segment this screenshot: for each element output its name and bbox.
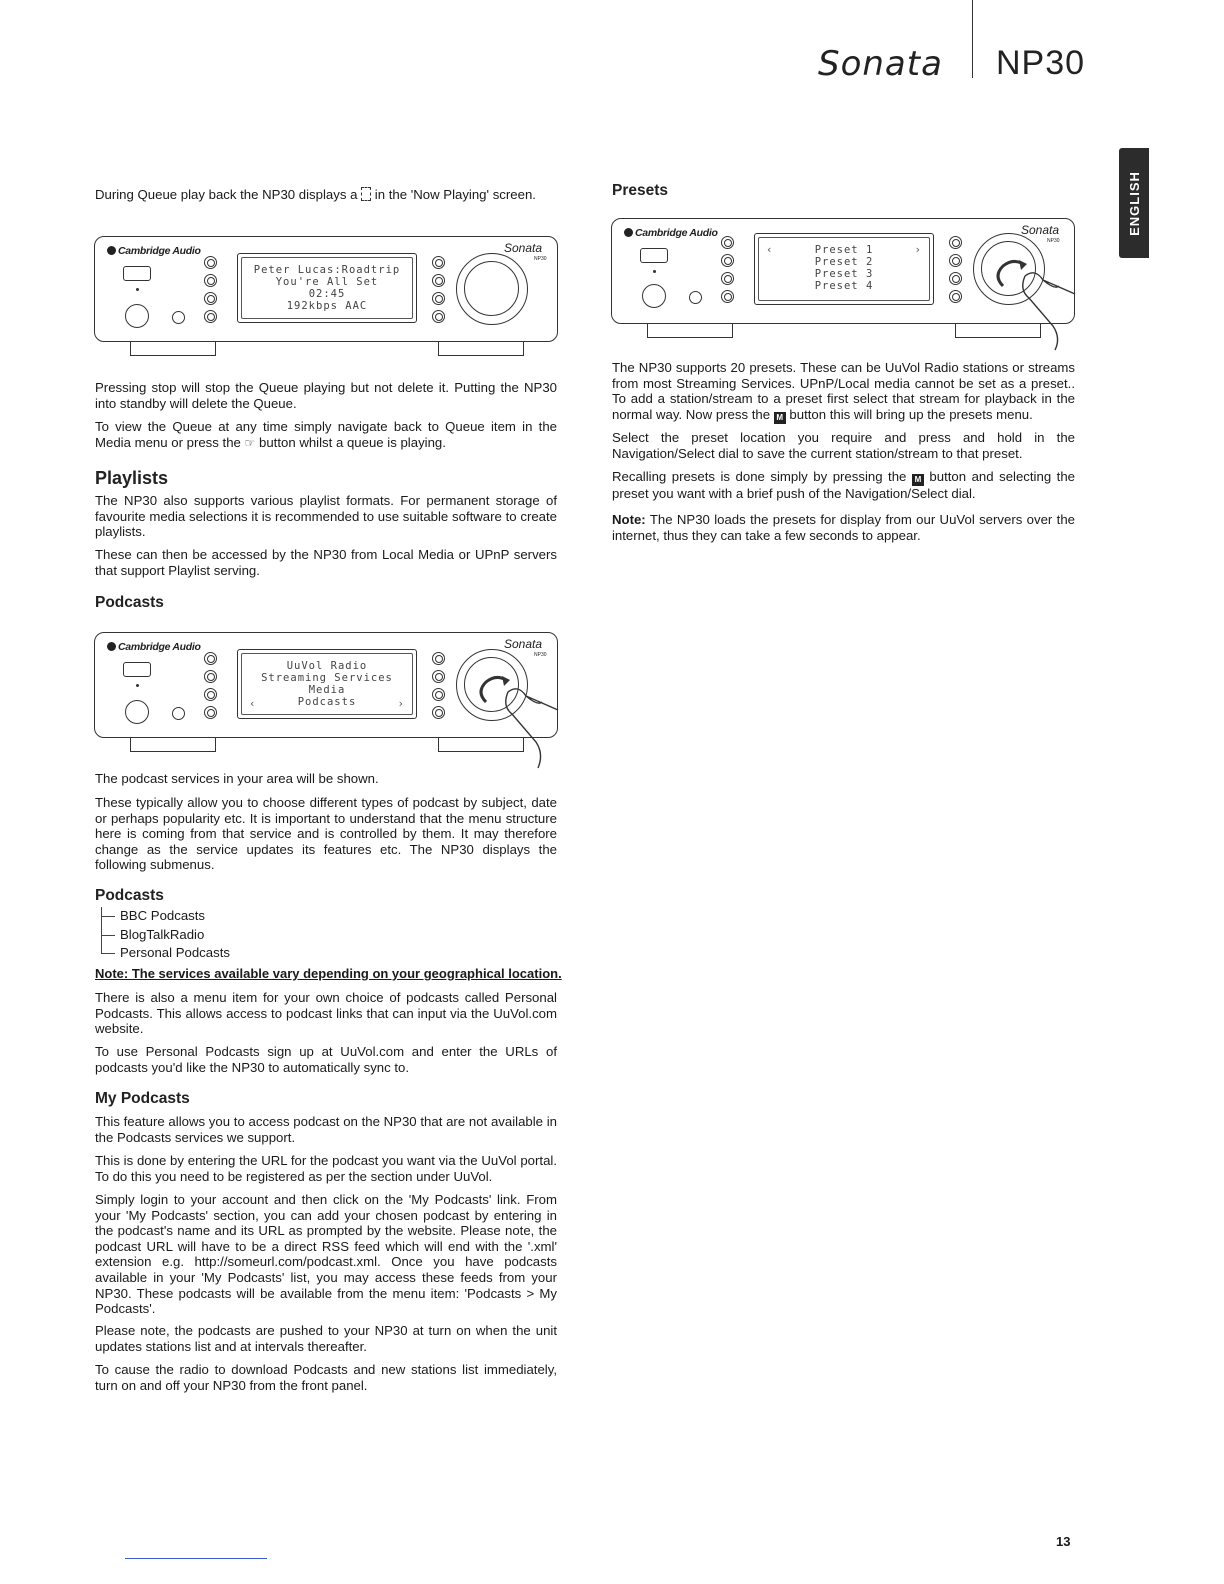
device-foot	[130, 342, 216, 356]
front-button	[204, 670, 217, 683]
m-button-icon: M	[774, 412, 786, 424]
device-illustration-presets	[611, 218, 1081, 353]
paragraph-my-podcasts-1: This feature allows you to access podcast on the NP30 that are not available in the Podcasts services we support.	[95, 1114, 557, 1145]
front-button	[204, 292, 217, 305]
lcd-line: 192kbps AAC	[286, 300, 368, 312]
lcd-line: Podcasts	[297, 696, 357, 708]
paragraph-my-podcasts-3: Simply login to your account and then click on the 'My Podcasts' link. From your 'My Podcasts' section, you can add your chosen podcast by entering in the podcast's name and its URL as prompted by the website. Please note, the podcast URL will have to be a direct RSS feed which will end with the '.xml' extension e.g. http://someurl.com/podcast.xml. Once you have podcasts available in your 'My Podcasts' list, you may access these feeds from your NP30. These podcasts will be available from the menu item: 'Podcasts > My Podcasts'.	[95, 1192, 557, 1317]
front-button	[721, 290, 734, 303]
lcd-right-arrow-icon: ›	[915, 243, 921, 256]
lcd-line: Preset 2	[814, 256, 874, 268]
cambridge-audio-logo: Cambridge Audio	[107, 245, 201, 257]
lcd-display	[237, 649, 417, 719]
lcd-display	[754, 233, 934, 305]
ir-window	[123, 662, 151, 677]
lcd-line: Preset 3	[814, 268, 874, 280]
ir-window	[123, 266, 151, 281]
standby-led	[653, 270, 656, 273]
device-brand: Sonata	[504, 637, 543, 651]
paragraph-playlists-1: The NP30 also supports various playlist formats. For permanent storage of favourite media selections it is recommended to use suitable software to create playlists.	[95, 493, 557, 540]
paragraph-presets-1: The NP30 supports 20 presets. These can be UuVol Radio stations or streams from most Streaming Services. UPnP/Local media cannot be set as a preset.. To add a station/stream to a preset first select that stream for playback in the normal way. Now press the M button this will bring up the presets menu.	[612, 360, 1075, 422]
heading-my-podcasts: My Podcasts	[95, 1090, 190, 1107]
podcasts-tree	[93, 907, 230, 963]
note-presets: Note: The NP30 loads the presets for display from our UuVol servers over the internet, thus they can take a few seconds to appear.	[612, 512, 1075, 543]
front-button	[432, 706, 445, 719]
queue-intro: During Queue play back the NP30 displays a in the 'Now Playing' screen.	[95, 187, 536, 202]
heading-podcasts-submenu: Podcasts	[95, 887, 164, 904]
lcd-left-arrow-icon: ‹	[767, 243, 773, 256]
front-button	[432, 652, 445, 665]
front-button	[204, 652, 217, 665]
tree-item: Personal Podcasts	[93, 944, 230, 963]
cambridge-audio-logo: Cambridge Audio	[624, 227, 718, 239]
front-button	[432, 670, 445, 683]
standby-led	[136, 288, 139, 291]
hand-press-icon	[466, 662, 564, 772]
paragraph-podcasts-1: The podcast services in your area will be shown.	[95, 771, 379, 786]
m-button-icon: M	[912, 474, 924, 486]
small-button	[172, 707, 185, 720]
paragraph-playlists-2: These can then be accessed by the NP30 from Local Media or UPnP servers that support Playlist serving.	[95, 547, 557, 578]
heading-podcasts: Podcasts	[95, 594, 164, 611]
lcd-line: Peter Lucas:Roadtrip	[253, 264, 401, 276]
paragraph-presets-2: Select the preset location you require and press and hold in the Navigation/Select dial to save the current station/stream to that preset.	[612, 430, 1075, 461]
lcd-line: Media	[308, 684, 346, 696]
front-button	[204, 274, 217, 287]
device-illustration-podcasts	[94, 632, 564, 772]
front-button	[204, 688, 217, 701]
device-model: NP30	[534, 652, 547, 658]
device-model: NP30	[1047, 238, 1060, 244]
device-foot	[130, 738, 216, 752]
paragraph-my-podcasts-4: Please note, the podcasts are pushed to your NP30 at turn on when the unit updates stations list and at intervals thereafter.	[95, 1323, 557, 1354]
lcd-right-arrow-icon: ›	[398, 697, 404, 710]
device-brand: Sonata	[1021, 223, 1060, 237]
navigation-dial	[456, 253, 528, 325]
heading-presets: Presets	[612, 182, 669, 199]
device-foot	[438, 342, 524, 356]
lcd-line: Streaming Services	[261, 672, 393, 684]
paragraph-my-podcasts-2: This is done by entering the URL for the podcast you want via the UuVol portal. To do this you need to be registered as per the section under UuVol.	[95, 1153, 557, 1184]
front-button	[721, 272, 734, 285]
front-button	[721, 236, 734, 249]
front-button	[949, 236, 962, 249]
power-knob	[125, 304, 149, 328]
language-tab[interactable]	[1119, 148, 1149, 258]
paragraph-podcasts-2: These typically allow you to choose different types of podcast by subject, date or perhaps popularity etc. It is important to understand that the menu structure here is coming from that service and is controlled by them. It may therefore change as the service updates its features etc. The NP30 displays the following submenus.	[95, 795, 557, 873]
front-button	[204, 310, 217, 323]
lcd-line: Preset 1	[814, 244, 874, 256]
front-button	[949, 254, 962, 267]
device-foot	[647, 324, 733, 338]
front-button	[432, 256, 445, 269]
lcd-line: Preset 4	[814, 280, 874, 292]
front-button	[949, 290, 962, 303]
front-button	[432, 274, 445, 287]
front-button	[721, 254, 734, 267]
device-foot	[438, 738, 524, 752]
note-services: Note: The services available vary depending on your geographical location.	[95, 966, 562, 981]
paragraph-personal-1: There is also a menu item for your own choice of podcasts called Personal Podcasts. This allows access to podcast links that can input via the UuVol.com website.	[95, 990, 557, 1037]
paragraph-view-queue: To view the Queue at any time simply navigate back to Queue item in the Media menu or press the ☞ button whilst a queue is playing.	[95, 419, 557, 450]
device-model: NP30	[534, 256, 547, 262]
small-button	[689, 291, 702, 304]
paragraph-my-podcasts-5: To cause the radio to download Podcasts and new stations list immediately, turn on and off your NP30 from the front panel.	[95, 1362, 557, 1393]
paragraph-stop: Pressing stop will stop the Queue playing but not delete it. Putting the NP30 into standby will delete the Queue.	[95, 380, 557, 411]
lcd-line: UuVol Radio	[286, 660, 368, 672]
lcd-left-arrow-icon: ‹	[250, 697, 256, 710]
front-button	[432, 292, 445, 305]
front-button	[432, 310, 445, 323]
page-number: 13	[1056, 1534, 1071, 1549]
small-button	[172, 311, 185, 324]
power-knob	[642, 284, 666, 308]
device-illustration-now-playing	[94, 236, 558, 361]
lcd-display	[237, 253, 417, 323]
queue-icon	[361, 187, 371, 201]
standby-led	[136, 684, 139, 687]
header-divider	[972, 0, 973, 78]
device-brand: Sonata	[504, 241, 543, 255]
tree-item: BlogTalkRadio	[93, 926, 230, 945]
queue-button-icon: ☞	[244, 435, 256, 450]
language-tab-label: ENGLISH	[1126, 170, 1142, 236]
front-button	[204, 256, 217, 269]
power-knob	[125, 700, 149, 724]
sonata-brand-logo: Sonata	[818, 44, 943, 84]
lcd-line: 02:45	[308, 288, 346, 300]
paragraph-personal-2: To use Personal Podcasts sign up at UuVol.com and enter the URLs of podcasts you'd like the NP30 to automatically sync to.	[95, 1044, 557, 1075]
heading-playlists: Playlists	[95, 468, 169, 488]
front-button	[432, 688, 445, 701]
front-button	[204, 706, 217, 719]
footer-rule	[125, 1558, 267, 1559]
model-title: NP30	[996, 44, 1086, 82]
front-button	[949, 272, 962, 285]
ir-window	[640, 248, 668, 263]
paragraph-presets-3: Recalling presets is done simply by pressing the M button and selecting the preset you want with a brief push of the Navigation/Select dial.	[612, 469, 1075, 501]
lcd-line: You're All Set	[275, 276, 379, 288]
device-foot	[955, 324, 1041, 338]
tree-item: BBC Podcasts	[93, 907, 230, 926]
cambridge-audio-logo: Cambridge Audio	[107, 641, 201, 653]
